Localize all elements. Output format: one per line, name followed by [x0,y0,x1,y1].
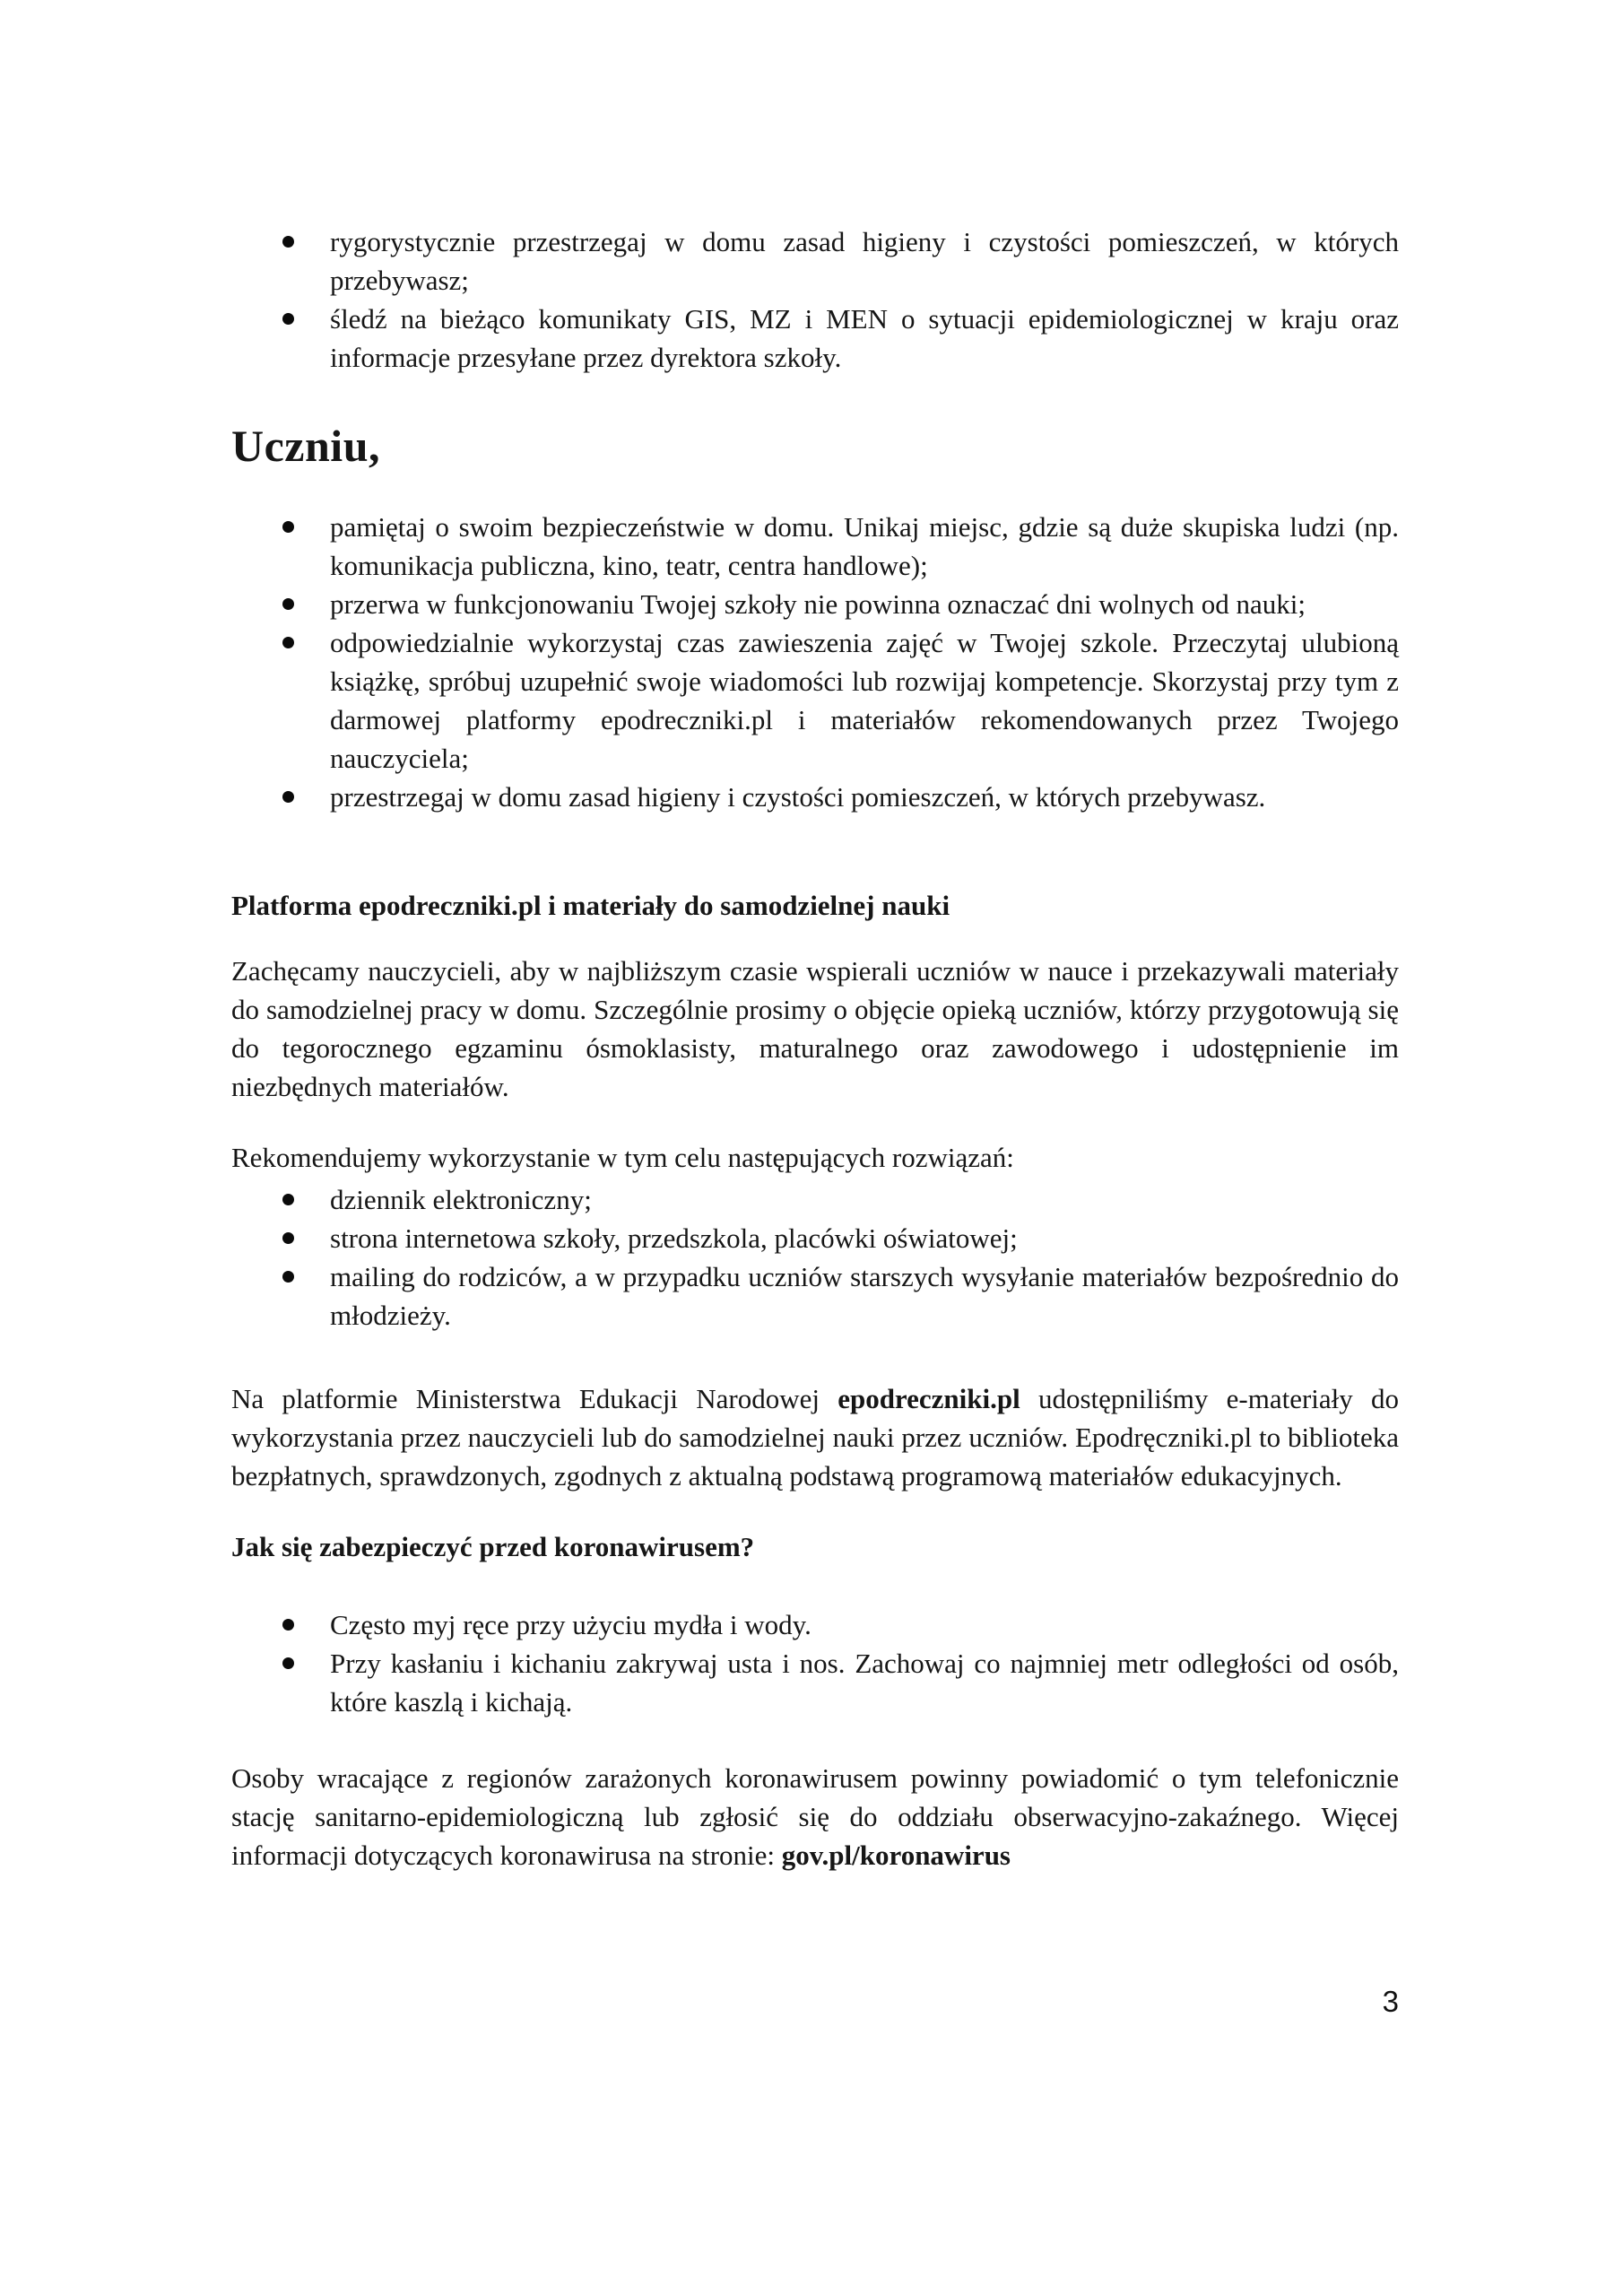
list-item-text: przerwa w funkcjonowaniu Twojej szkoły nie powinna oznaczać dni wolnych od nauki; [330,588,1306,620]
list-item-text: rygorystycznie przestrzegaj w domu zasad higieny i czystości pomieszczeń, w których przebywasz; [330,226,1399,296]
list-item [231,222,1399,300]
bullet-icon [282,1194,294,1205]
bullet-icon [282,1271,294,1283]
subsection-heading-zabezpieczenie: Jak się zabezpieczyć przed koronawirusem? [231,1531,755,1562]
list-item-text: Przy kasłaniu i kichaniu zakrywaj usta i nos. Zachowaj co najmniej metr odległości od osób, które kaszlą i kichają. [330,1648,1399,1718]
paragraph-zachecamy: Zachęcamy nauczycieli, aby w najbliższym czasie wspierali uczniów w nauce i przekazywali materiały do samodzielnej pracy w domu. Szczególnie prosimy o objęcie opieką uczniów, którzy przygotowują się do tegorocznego egzaminu ósmoklasisty, maturalnego oraz zawodowego i udostępnienie im niezbędnych materiałów. [231,955,1399,1102]
paragraph-text: udostępniliśmy e-materiały do wykorzystania przez nauczycieli lub do samodzielnej nauki przez uczniów. Epodręczniki.pl to biblioteka bezpłatnych, sprawdzonych, zgodnych z aktualną podstawą programową materiałów edukacyjnych. [231,1383,1399,1492]
list-item [231,1605,1399,1644]
paragraph-rekomendujemy: Rekomendujemy wykorzystanie w tym celu następujących rozwiązań: [231,1142,1014,1173]
bullet-icon [282,1619,294,1631]
list-item [231,1180,1399,1219]
bullet-icon [282,1232,294,1244]
bullet-icon [282,1657,294,1669]
uczniu-bullet-list [231,508,1399,816]
zabezpieczenie-bullet-list [231,1605,1399,1721]
list-item [231,585,1399,623]
bullet-icon [282,598,294,610]
bold-term-epodreczniki: epodreczniki.pl [838,1383,1020,1414]
list-item [231,623,1399,778]
rekomendacje-bullet-list [231,1180,1399,1335]
paragraph-osoby [231,1759,1399,1874]
list-item [231,778,1399,816]
list-item-text: śledź na bieżąco komunikaty GIS, MZ i MEN o sytuacji epidemiologicznej w kraju oraz informacje przesyłane przez dyrektora szkoły. [330,303,1399,373]
section-heading-uczniu: Uczniu, [231,421,380,471]
paragraph-text: Na platformie Ministerstwa Edukacji Narodowej [231,1383,838,1414]
list-item [231,1644,1399,1721]
page-number: 3 [1382,1985,1399,2018]
list-item [231,1257,1399,1335]
subsection-heading-platforma: Platforma epodreczniki.pl i materiały do samodzielnej nauki [231,890,950,921]
list-item [231,1219,1399,1257]
bullet-icon [282,236,294,248]
list-item-text: odpowiedzialnie wykorzystaj czas zawieszenia zajęć w Twojej szkole. Przeczytaj ulubioną książkę, spróbuj uzupełnić swoje wiadomości lub rozwijaj kompetencje. Skorzystaj przy tym z darmowej platformy epodreczniki.pl i materiałów rekomendowanych przez Twojego nauczyciela; [330,627,1399,774]
paragraph-text: Osoby wracające z regionów zarażonych koronawirusem powinny powiadomić o tym telefonicznie stację sanitarno-epidemiologiczną lub zgłosić się do oddziału obserwacyjno-zakaźnego. Więcej informacji dotyczących koronawirusa na stronie: [231,1762,1399,1871]
list-item-text: dziennik elektroniczny; [330,1184,592,1215]
bold-term-govpl: gov.pl/koronawirus [781,1839,1011,1871]
list-item-text: strona internetowa szkoły, przedszkola, placówki oświatowej; [330,1222,1018,1254]
bullet-icon [282,791,294,803]
list-item-text: pamiętaj o swoim bezpieczeństwie w domu. Unikaj miejsc, gdzie są duże skupiska ludzi (np. komunikacja publiczna, kino, teatr, centra handlowe); [330,511,1399,581]
list-item-text: mailing do rodziców, a w przypadku uczniów starszych wysyłanie materiałów bezpośrednio do młodzieży. [330,1261,1399,1331]
bullet-icon [282,637,294,648]
list-item [231,508,1399,585]
intro-bullet-list [231,222,1399,377]
bullet-icon [282,313,294,325]
bullet-icon [282,521,294,533]
list-item-text: przestrzegaj w domu zasad higieny i czystości pomieszczeń, w których przebywasz. [330,781,1266,813]
list-item-text: Często myj ręce przy użyciu mydła i wody. [330,1609,812,1640]
list-item [231,300,1399,377]
paragraph-naplatformie [231,1379,1399,1495]
